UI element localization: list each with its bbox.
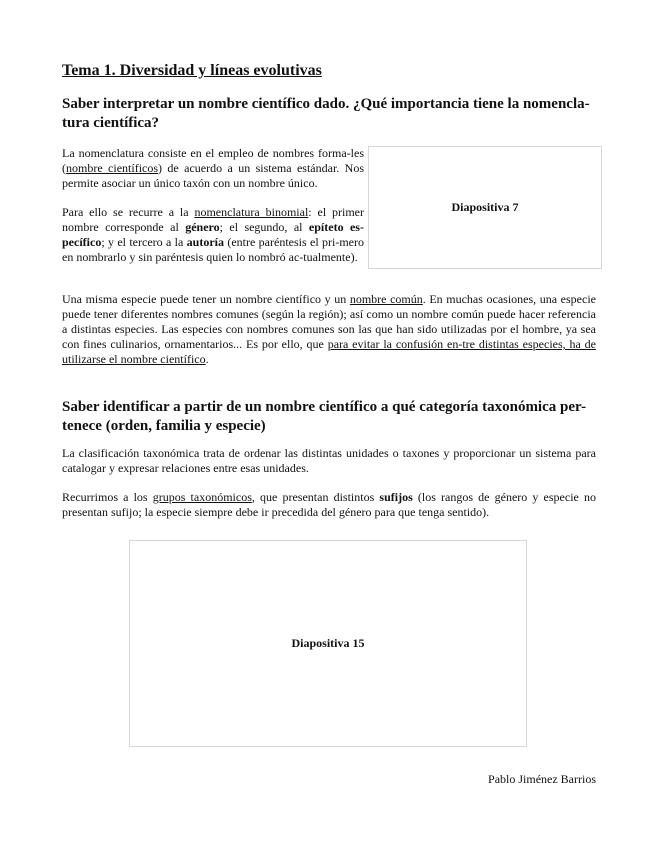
- slide-placeholder-15: [129, 540, 527, 747]
- section2-paragraph-1: La clasificación taxonómica trata de ordenar las distintas unidades o taxones y proporcionar un sistema para catalogar y expresar relaciones entre esas unidades.: [62, 446, 596, 475]
- author-name: Pablo Jiménez Barrios: [488, 772, 596, 786]
- page-title: Tema 1. Diversidad y líneas evolutivas: [62, 62, 322, 79]
- grupos-taxonomicos-link[interactable]: grupos taxonómicos: [152, 490, 252, 504]
- text-run: ) de acuerdo a un sistema estándar. Nos permite asociar un único taxón con un nombre único.: [62, 161, 364, 190]
- section1-paragraph-1: [62, 146, 364, 191]
- text-run: ; y el tercero a la: [101, 235, 187, 249]
- genero-term: género: [185, 220, 220, 234]
- section1-heading: Saber interpretar un nombre científico dado. ¿Qué importancia tiene la nomencla-tura científica?: [62, 96, 590, 131]
- text-run: ; el segundo, al: [219, 220, 309, 234]
- text-run: . En muchas ocasiones, una especie puede tener diferentes nombres comunes (según la región); así como un nombre común puede hacer referencia a distintas especies. Las especies con nombres comunes son las que han sido utilizadas por el hombre, ya sea con fines culinarios, ornamentarios... Es por ello, que: [62, 292, 596, 351]
- section1-paragraph-3: [62, 292, 596, 367]
- sufijos-term: sufijos: [379, 490, 413, 504]
- epiteto-term: epíteto es-pecífico: [62, 220, 364, 249]
- section1-paragraph-2: [62, 205, 364, 265]
- nombre-comun-link[interactable]: nombre común: [349, 292, 423, 306]
- underlined-statement: para evitar la confusión en-tre distintas especies, ha de utilizarse el nombre científico: [62, 337, 596, 366]
- slide-label: Diapositiva 15: [291, 636, 365, 650]
- text-run: La nomenclatura consiste en el empleo de nombres forma-les (: [62, 146, 364, 175]
- text-run: Una misma especie puede tener un nombre científico y un: [62, 292, 350, 306]
- section2-heading: Saber identificar a partir de un nombre científico a qué categoría taxonómica per-tenece (orden, familia y especie): [62, 399, 587, 434]
- section2-paragraph-2: [62, 490, 596, 520]
- slide-label: Diapositiva 7: [451, 200, 519, 214]
- text-run: .: [205, 352, 209, 366]
- text-run: Recurrimos a los: [62, 490, 153, 504]
- text-run: Para ello se recurre a la: [62, 205, 195, 219]
- autoria-term: autoría: [186, 235, 225, 249]
- text-run: (los rangos de género y especie no presentan sufijo; la especie siempre debe ir precedida del género para que tenga sentido).: [62, 490, 596, 519]
- slide-placeholder-7: [368, 146, 602, 269]
- text-run: , que presentan distintos: [251, 490, 380, 504]
- nomenclatura-binomial-link[interactable]: nomenclatura binomial: [194, 205, 309, 219]
- text-run: (entre paréntesis el pri-mero en nombrarlo y sin paréntesis quien lo nombró ac-tualmente).: [62, 235, 364, 264]
- nombre-cientificos-link[interactable]: nombre científicos: [66, 161, 159, 175]
- text-run: : el primer nombre corresponde al: [62, 205, 365, 234]
